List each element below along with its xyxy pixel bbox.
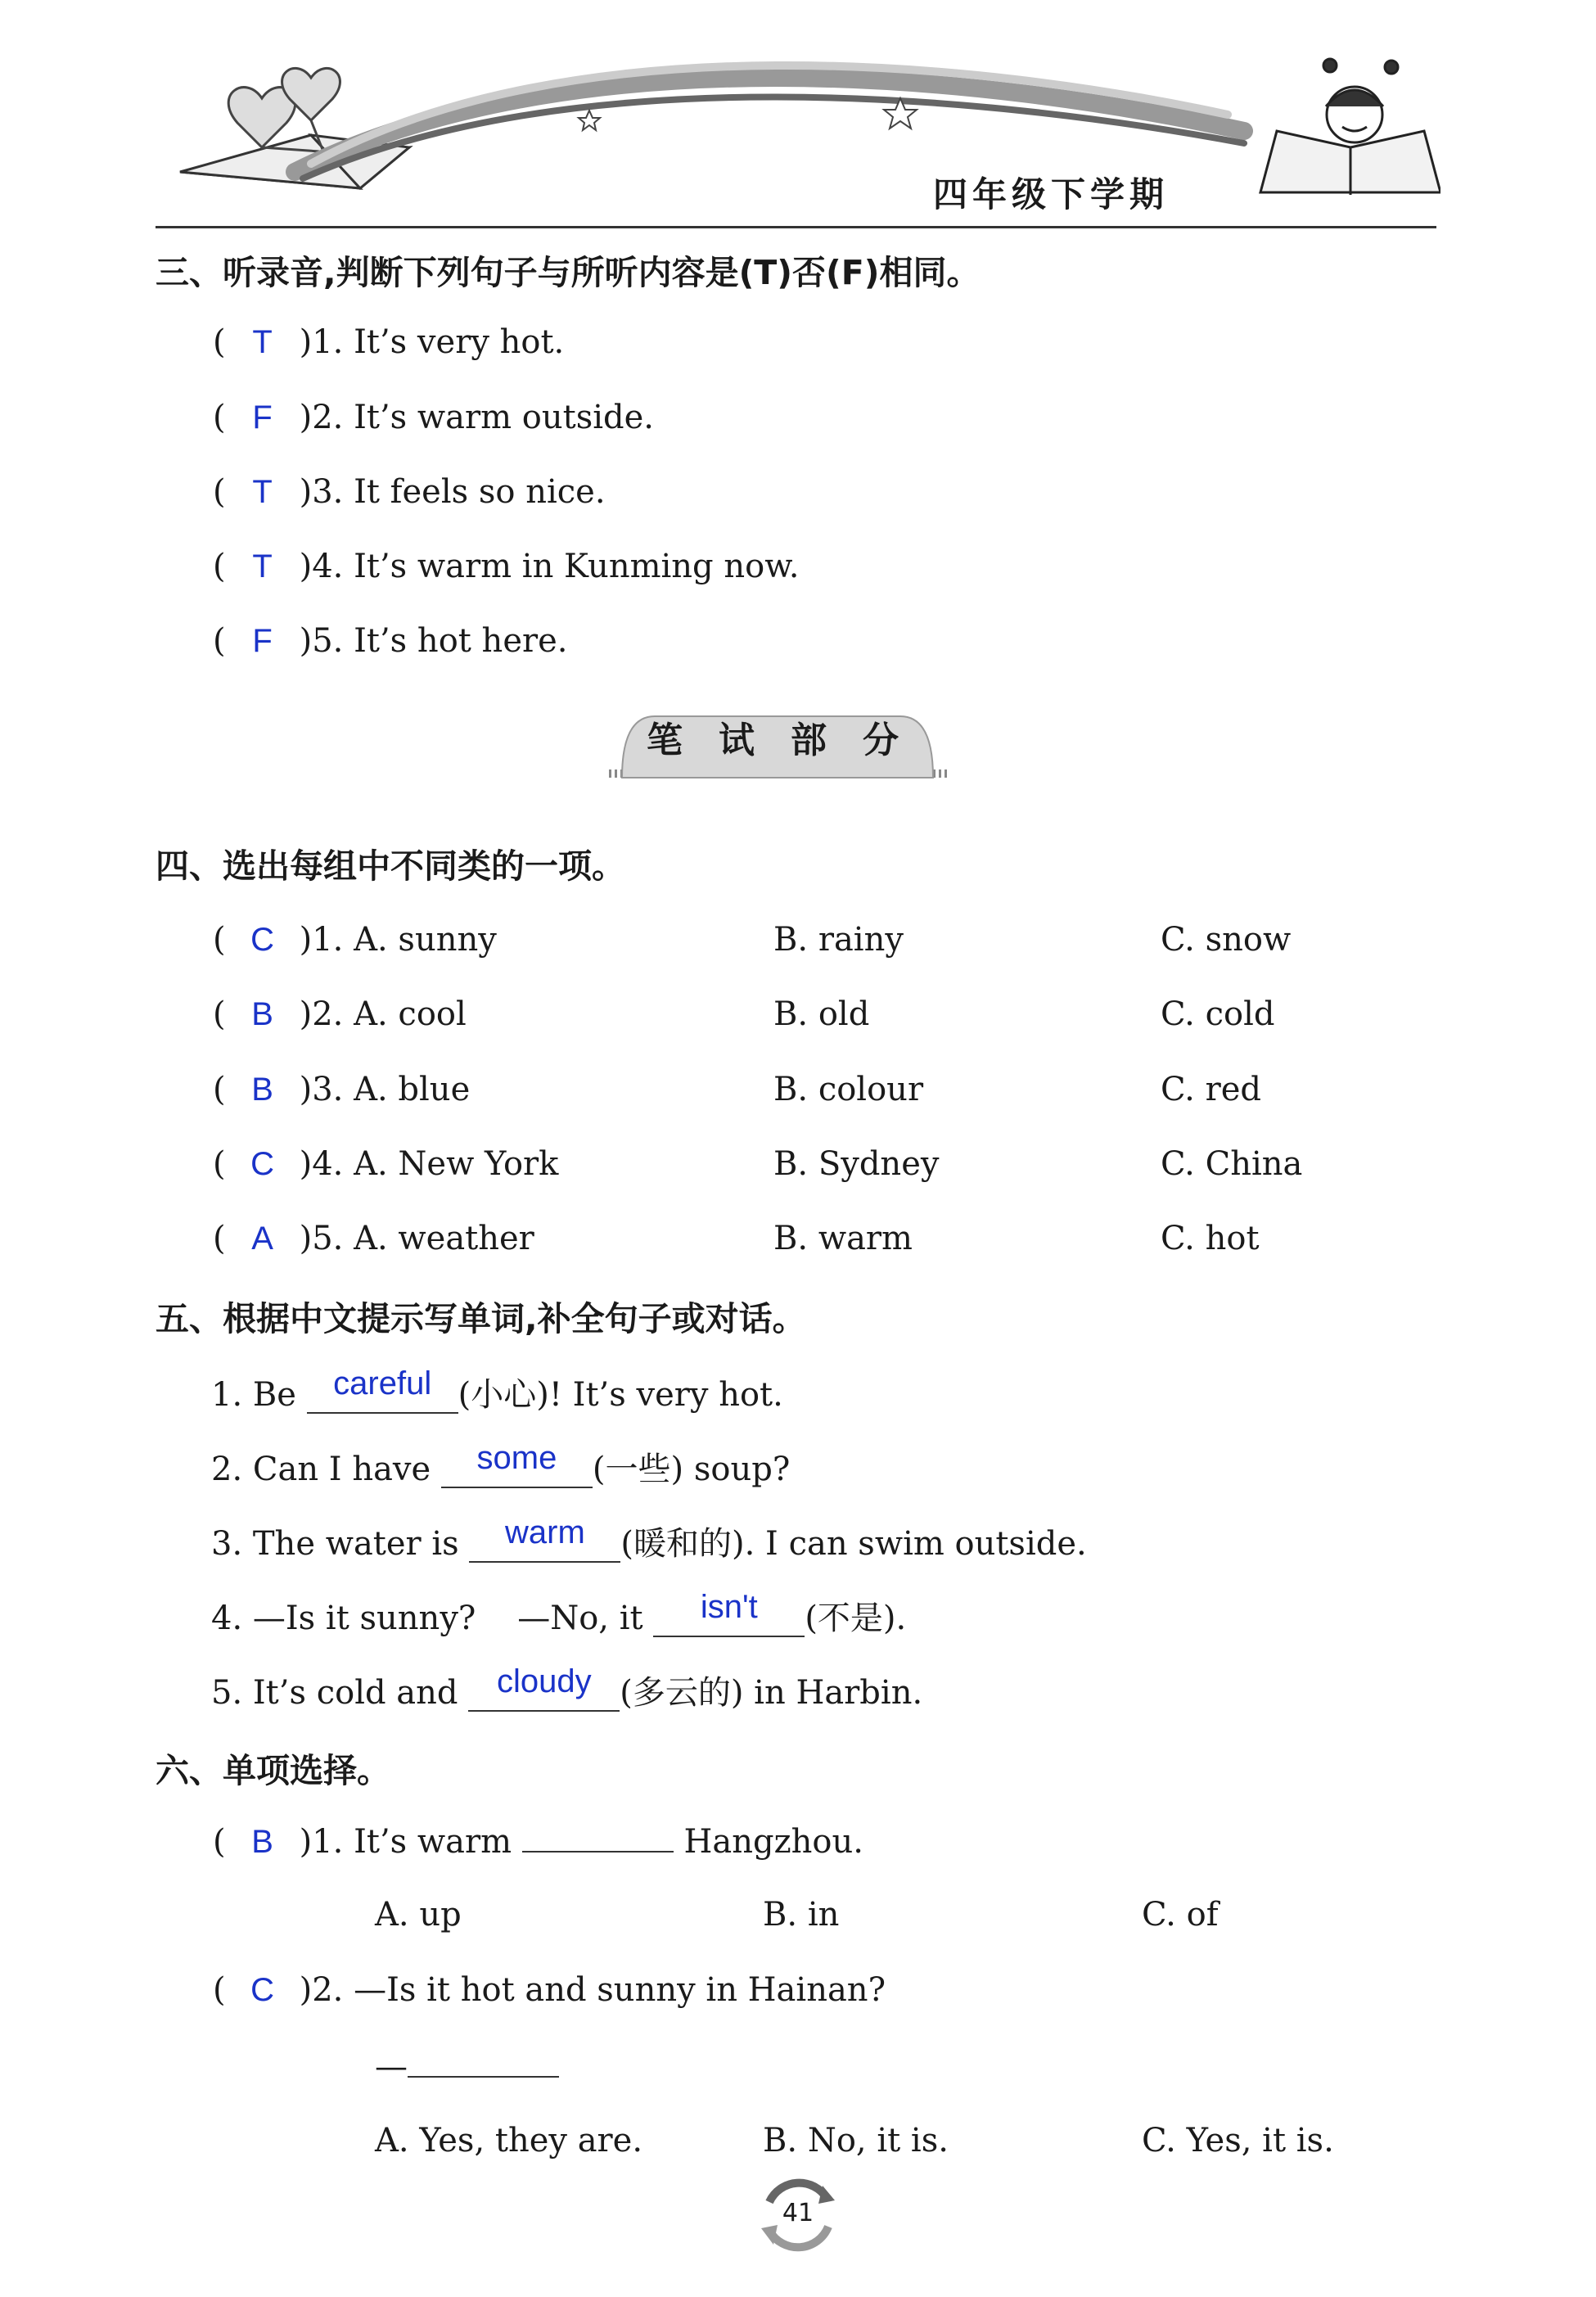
answer: C <box>250 1972 275 2008</box>
section-6-title: 六、单项选择。 <box>156 1751 390 1790</box>
fill-blank <box>441 1440 593 1488</box>
answer: T <box>252 548 273 584</box>
section-3-title: 三、听录音,判断下列句子与所听内容是(T)否(F)相同。 <box>156 253 981 292</box>
s3-item-2 <box>213 399 654 436</box>
s4-item-2-option-b: B. old <box>773 995 870 1033</box>
s5-pre: 4. —Is it sunny? —No, it <box>211 1600 643 1637</box>
banner-title: 笔试部分 <box>647 720 935 761</box>
s5-item-1 <box>211 1365 783 1415</box>
header-illustration <box>164 49 1440 213</box>
option-a: )2. A. cool <box>299 995 467 1033</box>
open-paren: ( <box>213 323 226 361</box>
s4-item-3-option-b: B. colour <box>773 1071 924 1108</box>
answer: T <box>252 324 273 360</box>
answer: F <box>252 399 273 435</box>
s4-item-4-option-b: B. Sydney <box>773 1145 940 1183</box>
s5-item-5 <box>211 1663 923 1713</box>
s6-q2-option-b: B. No, it is. <box>763 2122 949 2159</box>
rainbow-swoosh <box>295 65 1244 178</box>
open-paren: ( <box>213 1971 226 2009</box>
s4-item-5-option-b: B. warm <box>773 1220 913 1257</box>
open-paren: ( <box>213 1071 226 1108</box>
s4-item-4-option-c: C. China <box>1161 1145 1303 1183</box>
option-a: )1. A. sunny <box>299 921 497 959</box>
s4-item-1-option-b: B. rainy <box>773 921 904 959</box>
s5-post: (一些) soup? <box>592 1451 791 1488</box>
answer: B <box>251 1072 273 1108</box>
s3-item-text: )3. It feels so nice. <box>299 473 606 511</box>
s3-item-4 <box>213 548 799 585</box>
answer: F <box>252 623 273 659</box>
s6-q1-option-c: C. of <box>1142 1896 1219 1934</box>
s3-item-text: )5. It’s hot here. <box>299 622 568 660</box>
option-a: )4. A. New York <box>299 1145 559 1183</box>
s6-q1-stem: )1. It’s warm <box>299 1823 512 1861</box>
s4-item-4 <box>213 1145 558 1183</box>
s3-item-3 <box>213 473 606 511</box>
s4-item-2-option-c: C. cold <box>1161 995 1275 1033</box>
open-paren: ( <box>213 1220 226 1257</box>
s4-item-3-option-c: C. red <box>1161 1071 1262 1108</box>
s4-item-5 <box>213 1220 534 1257</box>
section-4-title: 四、选出每组中不同类的一项。 <box>156 846 625 886</box>
blank-line <box>522 1821 674 1852</box>
s3-item-5 <box>213 622 568 660</box>
s5-pre: 1. Be <box>211 1376 296 1414</box>
answer: warm <box>505 1514 585 1550</box>
s6-q2-stem: )2. —Is it hot and sunny in Hainan? <box>299 1971 886 2009</box>
s6-q2-option-c: C. Yes, it is. <box>1142 2122 1334 2159</box>
answer: careful <box>333 1365 432 1401</box>
s5-pre: 2. Can I have <box>211 1451 431 1488</box>
s4-item-3 <box>213 1071 470 1108</box>
s6-q1-option-b: B. in <box>763 1896 840 1934</box>
s3-item-text: )1. It’s very hot. <box>299 323 565 361</box>
open-paren: ( <box>213 399 226 436</box>
s6-q2 <box>213 1971 886 2009</box>
header-divider <box>156 226 1436 228</box>
s6-q1-stem-post: Hangzhou. <box>683 1823 863 1861</box>
s6-q2-option-a: A. Yes, they are. <box>375 2122 643 2159</box>
s5-item-4 <box>211 1589 907 1639</box>
s4-item-5-option-c: C. hot <box>1161 1220 1260 1257</box>
page-number: 41 <box>782 2199 814 2227</box>
grade-label: 四年级下学期 <box>933 174 1170 214</box>
answer: C <box>250 1146 275 1182</box>
fill-blank <box>468 1663 620 1712</box>
open-paren: ( <box>213 995 226 1033</box>
open-paren: ( <box>213 473 226 511</box>
s3-item-text: )2. It’s warm outside. <box>299 399 655 436</box>
answer: T <box>252 474 273 510</box>
open-paren: ( <box>213 1823 226 1861</box>
s5-post: (不是). <box>805 1600 907 1637</box>
section-5-title: 五、根据中文提示写单词,补全句子或对话。 <box>156 1299 806 1338</box>
s4-item-1 <box>213 921 497 959</box>
answer: B <box>251 996 273 1032</box>
answer: cloudy <box>496 1663 592 1699</box>
fill-blank <box>653 1589 805 1637</box>
open-paren: ( <box>213 921 226 959</box>
s5-pre: 3. The water is <box>211 1525 459 1563</box>
answer: some <box>476 1440 557 1476</box>
answer: B <box>251 1824 273 1860</box>
s4-item-2 <box>213 995 467 1033</box>
s5-post: (暖和的). I can swim outside. <box>620 1525 1087 1563</box>
s3-item-text: )4. It’s warm in Kunming now. <box>299 548 800 585</box>
s5-item-2 <box>211 1440 791 1490</box>
s3-item-1 <box>213 323 564 361</box>
fill-blank <box>469 1514 620 1563</box>
s4-item-1-option-c: C. snow <box>1161 921 1292 959</box>
s6-q1 <box>213 1821 863 1861</box>
answer: C <box>250 922 275 958</box>
s6-q2-response <box>375 2047 559 2086</box>
option-a: )3. A. blue <box>299 1071 471 1108</box>
s6-q1-option-a: A. up <box>375 1896 462 1934</box>
answer: A <box>251 1221 273 1257</box>
answer: isn't <box>700 1589 758 1625</box>
blank-line <box>408 2047 559 2078</box>
fill-blank <box>307 1365 458 1414</box>
s5-item-3 <box>211 1514 1087 1564</box>
girl-reading-book-icon <box>1260 59 1440 195</box>
option-a: )5. A. weather <box>299 1220 534 1257</box>
open-paren: ( <box>213 622 226 660</box>
s5-post: (小心)! It’s very hot. <box>458 1376 783 1414</box>
dash: — <box>375 2048 408 2086</box>
s5-pre: 5. It’s cold and <box>211 1674 458 1712</box>
open-paren: ( <box>213 548 226 585</box>
open-paren: ( <box>213 1145 226 1183</box>
s5-post: (多云的) in Harbin. <box>620 1674 923 1712</box>
